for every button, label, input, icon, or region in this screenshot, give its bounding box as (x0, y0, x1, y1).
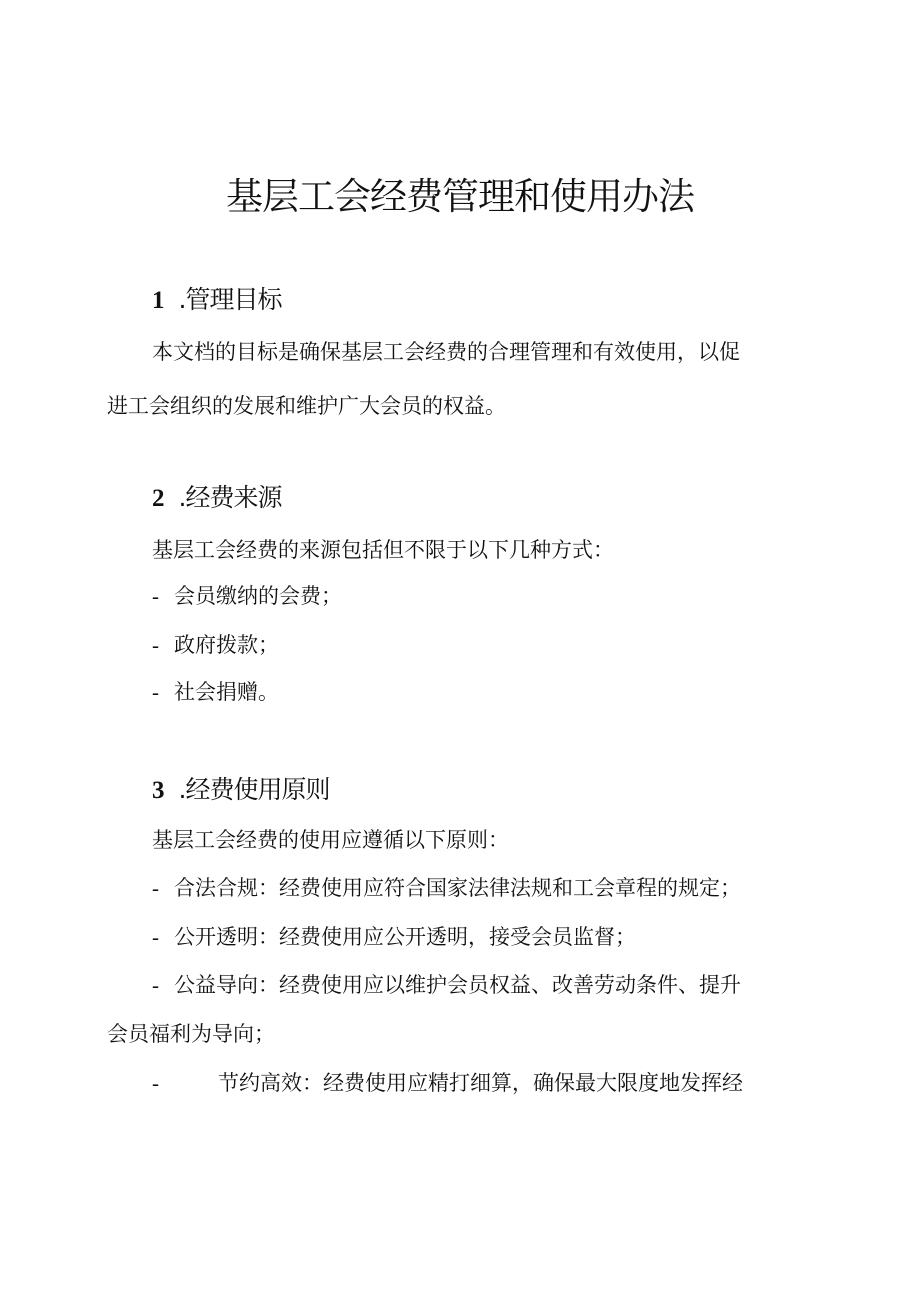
list-item-text: 节约高效：经费使用应精打细算，确保最大限度地发挥经 (218, 1071, 743, 1095)
dash-marker: - (152, 1071, 159, 1095)
dash-marker: - (152, 680, 159, 704)
section-1-heading (152, 283, 281, 318)
document-title: 基层工会经费管理和使用办法 (226, 175, 694, 218)
list-item-text: 公开透明：经费使用应公开透明，接受会员监督； (174, 925, 636, 949)
section-2-heading (152, 481, 281, 516)
list-item-text: 公益导向：经费使用应以维护会员权益、改善劳动条件、提升 (174, 973, 741, 997)
list-item-text: 社会捐赠。 (174, 680, 279, 704)
dash-marker: - (152, 925, 159, 949)
dash-marker: - (152, 876, 159, 900)
list-item-text: 合法合规：经费使用应符合国家法律法规和工会章程的规定； (174, 876, 741, 900)
list-item (152, 677, 279, 707)
section-3-heading (152, 773, 329, 808)
dash-marker: - (152, 584, 159, 608)
list-item-text: 政府拨款； (174, 633, 279, 657)
dash-marker: - (152, 973, 159, 997)
list-item (152, 1068, 743, 1098)
list-item (152, 581, 342, 611)
section-1-paragraph-line-2: 进工会组织的发展和维护广大会员的权益。 (107, 394, 506, 418)
list-item-text: 会员缴纳的会费； (174, 584, 342, 608)
section-2-intro: 基层工会经费的来源包括但不限于以下几种方式： (152, 538, 614, 562)
section-1-title: .管理目标 (178, 285, 282, 314)
section-3-number: 3 (152, 777, 165, 804)
dash-marker: - (152, 633, 159, 657)
section-3-title: .经费使用原则 (178, 775, 330, 804)
section-2-number: 2 (152, 485, 165, 512)
list-item (152, 922, 636, 952)
section-1-number: 1 (152, 287, 165, 314)
list-item (152, 630, 279, 660)
section-3-intro: 基层工会经费的使用应遵循以下原则： (152, 828, 509, 852)
section-1-paragraph-line-1: 本文档的目标是确保基层工会经费的合理管理和有效使用，以促 (152, 340, 740, 364)
section-2-title: .经费来源 (178, 483, 282, 512)
list-item (152, 970, 741, 1000)
list-item-continuation: 会员福利为导向； (107, 1022, 275, 1046)
list-item (152, 873, 741, 903)
